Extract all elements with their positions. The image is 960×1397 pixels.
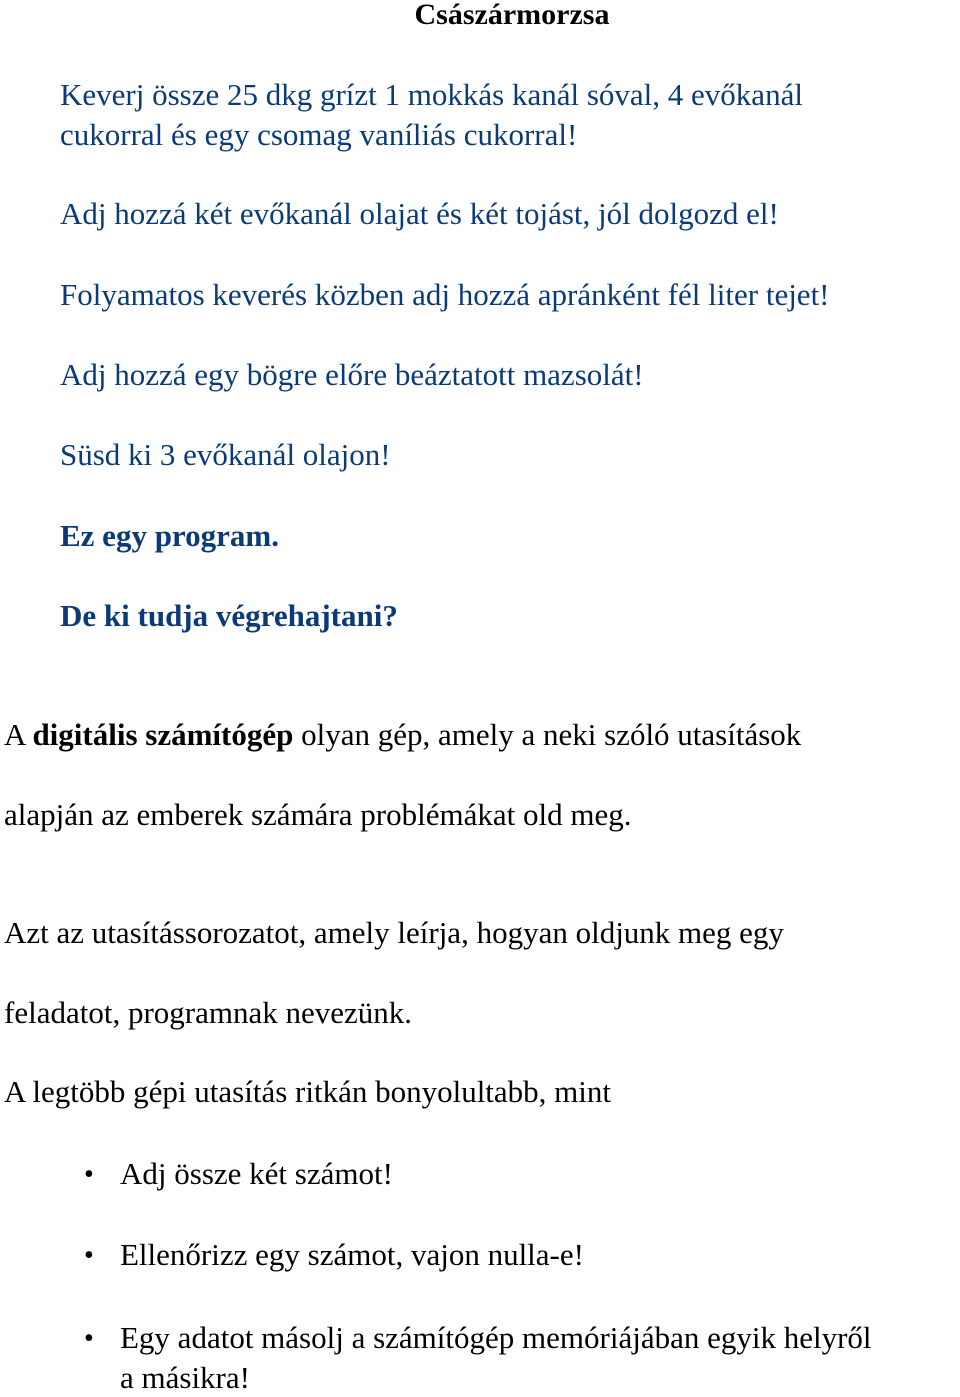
recipe-step-3: Folyamatos keverés közben adj hozzá apránként fél liter tejet! xyxy=(60,277,830,312)
definition-rest: olyan gép, amely a neki szóló utasítások xyxy=(293,717,802,752)
list-item-2: Ellenőrizz egy számot, vajon nulla-e! xyxy=(120,1237,584,1272)
list-item-3-line-1: Egy adatot másolj a számítógép memóriájában egyik helyről xyxy=(120,1320,872,1355)
recipe-note-question: De ki tudja végrehajtani? xyxy=(60,598,398,633)
definition-line-1 xyxy=(4,716,801,754)
program-definition-line-1: Azt az utasítássorozatot, amely leírja, hogyan oldjunk meg egy xyxy=(4,915,784,950)
list-item-3-line-2: a másikra! xyxy=(120,1360,250,1395)
definition-prefix: A xyxy=(4,717,33,752)
program-definition-line-2: feladatot, programnak nevezünk. xyxy=(4,995,412,1030)
definition-term: digitális számítógép xyxy=(32,717,294,752)
list-item-1: Adj össze két számot! xyxy=(120,1156,393,1191)
bullet-3: • xyxy=(84,1323,94,1354)
recipe-note-program: Ez egy program. xyxy=(60,518,279,553)
definition-line-2: alapján az emberek számára problémákat old meg. xyxy=(4,797,632,832)
instructions-intro: A legtöbb gépi utasítás ritkán bonyolultabb, mint xyxy=(4,1074,612,1109)
bullet-1: • xyxy=(84,1159,94,1190)
recipe-step-1-line-2: cukorral és egy csomag vaníliás cukorral! xyxy=(60,117,578,152)
page-title: Császármorzsa xyxy=(414,0,610,31)
recipe-step-2: Adj hozzá két evőkanál olajat és két tojást, jól dolgozd el! xyxy=(60,196,779,231)
recipe-step-1-line-1: Keverj össze 25 dkg grízt 1 mokkás kanál sóval, 4 evőkanál xyxy=(60,77,803,112)
bullet-2: • xyxy=(84,1240,94,1271)
recipe-step-5: Süsd ki 3 evőkanál olajon! xyxy=(60,437,391,472)
recipe-step-4: Adj hozzá egy bögre előre beáztatott mazsolát! xyxy=(60,357,644,392)
